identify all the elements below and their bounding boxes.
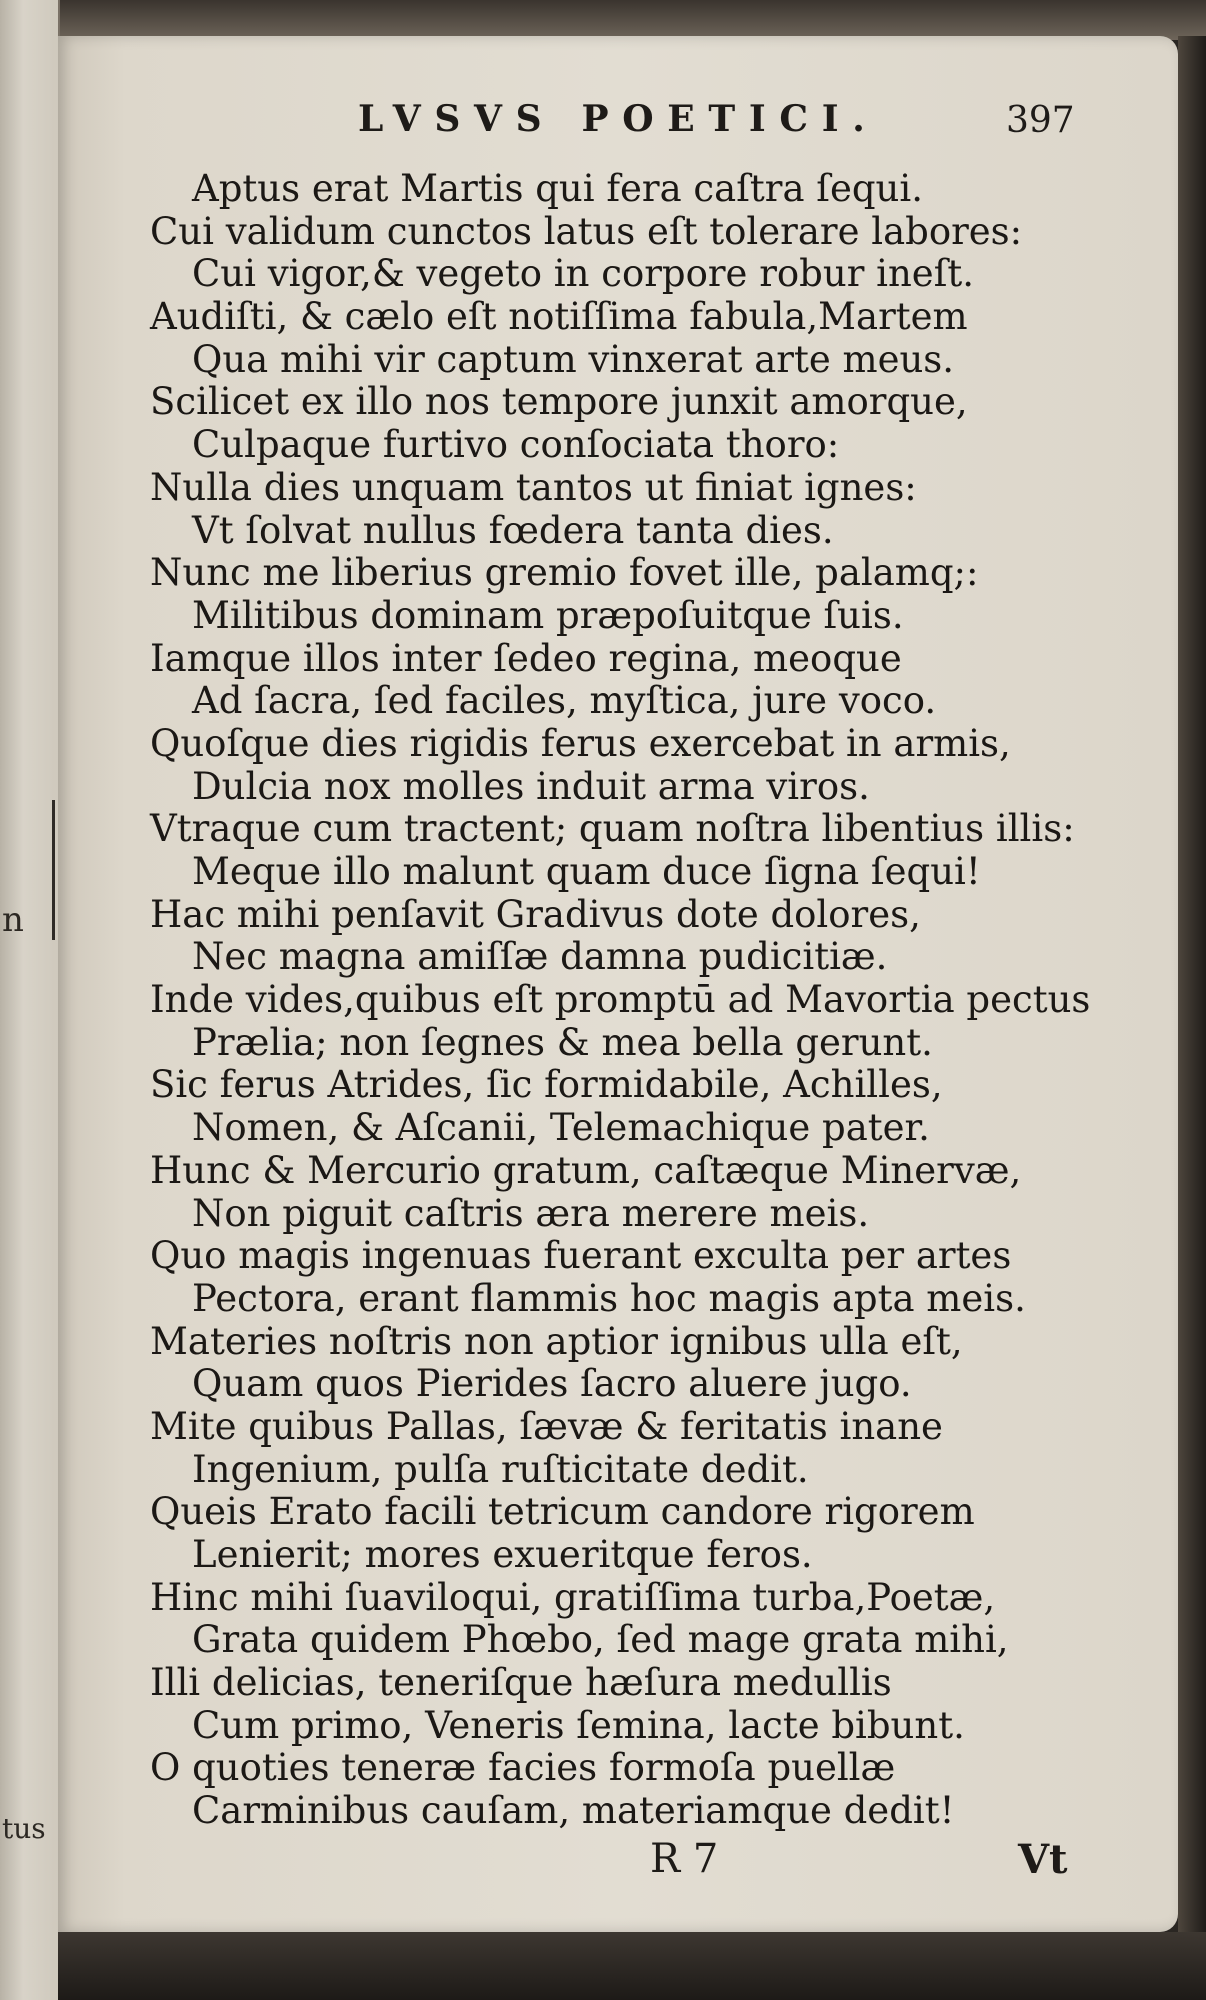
verse-line: Sic ferus Atrides, ſic formidabile, Achilles, xyxy=(150,1063,943,1107)
verse-line: Hac mihi penſavit Gradivus dote dolores, xyxy=(150,892,921,936)
verse-line: Hunc & Mercurio gratum, caſtæque Minervæ, xyxy=(150,1148,1022,1192)
verse-line: Cum primo, Veneris ſemina, lacte bibunt. xyxy=(192,1703,965,1747)
verse-line: Queis Erato facili tetricum candore rigorem xyxy=(150,1490,975,1534)
facing-page-fragment: tus xyxy=(2,1812,46,1845)
verse-line: O quoties teneræ facies formoſa puellæ xyxy=(150,1746,896,1790)
verse-line: Materies noſtris non aptior ignibus ulla eſt, xyxy=(150,1319,963,1363)
catchword: Vt xyxy=(1018,1836,1068,1883)
verse-line: Non piguit caſtris æra merere meis. xyxy=(192,1191,870,1235)
verse-line: Nomen, & Aſcanii, Telemachique pater. xyxy=(192,1106,930,1150)
verse-line: Dulcia nox molles induit arma viros. xyxy=(192,764,870,808)
verse-line: Aptus erat Martis qui fera caſtra ſequi. xyxy=(192,167,923,210)
verse-line: Iamque illos inter ſedeo regina, meoque xyxy=(150,636,902,680)
verse-line: Quoſque dies rigidis ferus exercebat in armis, xyxy=(150,721,1011,765)
verse-line: Inde vides,quibus eſt promptū ad Mavortia pectus xyxy=(150,978,1091,1022)
signature-mark: R 7 xyxy=(650,1836,719,1882)
verse-line: Quam quos Pierides ſacro aluere jugo. xyxy=(192,1362,912,1406)
verse-line: Scilicet ex illo nos tempore junxit amorque, xyxy=(150,380,968,424)
verse-line: Nec magna amiſſæ damna pudicitiæ. xyxy=(192,935,888,979)
verse-line: Pectora, erant flammis hoc magis apta meis. xyxy=(192,1276,1026,1320)
verse-line: Carminibus cauſam, materiamque dedit! xyxy=(192,1789,955,1833)
verse-line: Lenierit; mores exueritque feros. xyxy=(192,1533,813,1576)
verse-line: Ingenium, pulſa ruſticitate dedit. xyxy=(192,1447,809,1491)
facing-page-rule xyxy=(52,800,55,940)
verse-text xyxy=(150,168,1150,1833)
running-head: LVSVS POETICI. xyxy=(358,98,879,140)
verse-line: Prælia; non ſegnes & mea bella gerunt. xyxy=(192,1020,933,1064)
book-page xyxy=(58,36,1178,1932)
verse-line: Audiſti, & cælo eſt notiſſima fabula,Martem xyxy=(150,295,968,339)
book-top-edge xyxy=(40,0,1206,40)
book-fore-edge xyxy=(1178,36,1206,1932)
verse-line: Grata quidem Phœbo, ſed mage grata mihi, xyxy=(192,1618,1009,1662)
verse-line: Ad ſacra, ſed faciles, myſtica, jure voco. xyxy=(192,679,937,723)
verse-line: Mite quibus Pallas, ſævæ & feritatis inane xyxy=(150,1404,943,1448)
verse-line: Hinc mihi ſuaviloqui, gratiſſima turba,Poetæ, xyxy=(150,1575,996,1619)
verse-line: Illi delicias, teneriſque hæſura medullis xyxy=(150,1661,892,1705)
verse-line: Meque illo malunt quam duce ſigna ſequi! xyxy=(192,850,981,893)
verse-line: Nulla dies unquam tantos ut finiat ignes: xyxy=(150,465,917,509)
verse-line: Quo magis ingenuas fuerant exculta per artes xyxy=(150,1234,1012,1278)
verse-line: Cui validum cunctos latus eſt tolerare labores: xyxy=(150,209,1023,253)
verse-line: Nunc me liberius gremio fovet ille, palamq;: xyxy=(150,551,979,595)
verse-line: Vt ſolvat nullus fœdera tanta dies. xyxy=(192,508,834,552)
book-bottom-edge xyxy=(58,1932,1206,2000)
verse-line: Culpaque furtivo conſociata thoro: xyxy=(192,423,840,467)
verse-line: Cui vigor,& vegeto in corpore robur ineſt. xyxy=(192,252,975,296)
verse-line: Vtraque cum tractent; quam noſtra libentius illis: xyxy=(150,807,1075,851)
page-number: 397 xyxy=(1006,100,1075,141)
facing-page-edge xyxy=(0,0,60,2000)
verse-line: Qua mihi vir captum vinxerat arte meus. xyxy=(192,337,955,381)
facing-page-fragment: n xyxy=(2,900,24,940)
verse-line: Militibus dominam præpoſuitque ſuis. xyxy=(192,593,904,637)
